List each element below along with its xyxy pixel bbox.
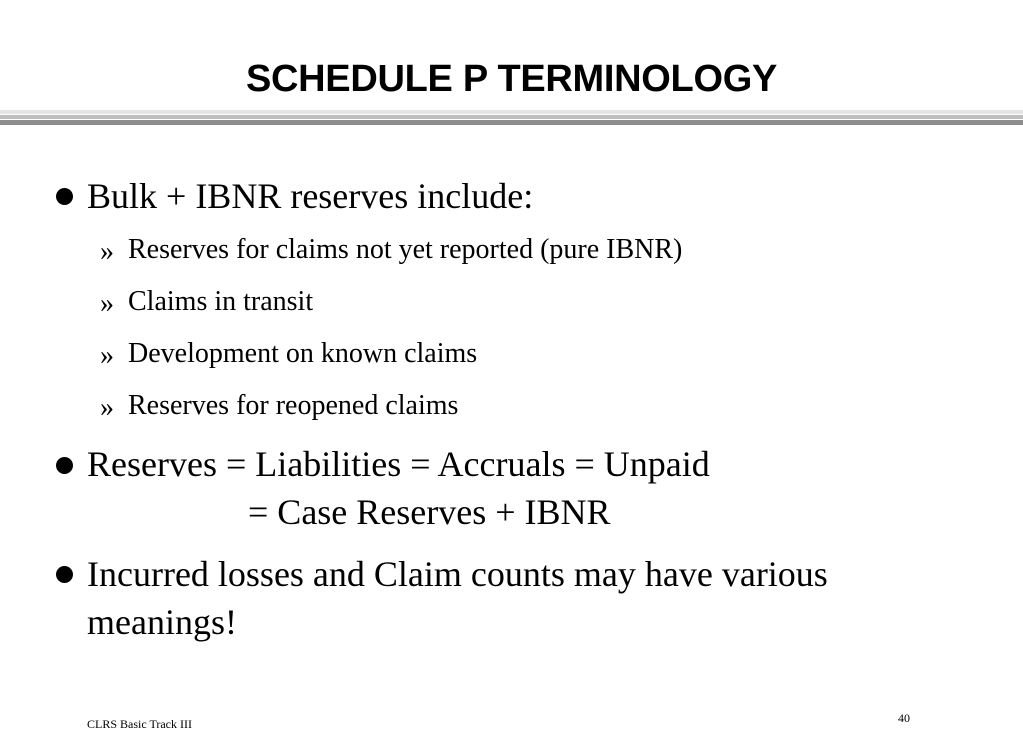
bullet-dot: [56, 457, 73, 474]
bullet-text: Reserves = Liabilities = Accruals = Unpaid: [87, 444, 710, 484]
subitem-marker: »: [100, 340, 114, 371]
subitem-text: Reserves for claims not yet reported (pure IBNR): [128, 234, 683, 265]
subitem-text: Development on known claims: [128, 338, 478, 369]
page-number: 40: [898, 711, 910, 725]
footer-label: CLRS Basic Track III: [87, 717, 192, 731]
bullet-text: Incurred losses and Claim counts may have various: [87, 554, 828, 594]
subitem-text: Claims in transit: [128, 286, 314, 317]
bullet-continuation: meanings!: [87, 602, 237, 642]
subitem-marker: »: [100, 288, 114, 319]
bullet-text: Bulk + IBNR reserves include:: [87, 176, 534, 216]
subitem-text: Reserves for reopened claims: [128, 390, 459, 421]
bullet-continuation: = Case Reserves + IBNR: [248, 492, 611, 532]
subitem-marker: »: [100, 392, 114, 423]
bullet-dot: [56, 566, 73, 583]
slide-title: SCHEDULE P TERMINOLOGY: [245, 58, 778, 100]
bullet-dot: [56, 188, 73, 205]
subitem-marker: »: [100, 236, 114, 267]
